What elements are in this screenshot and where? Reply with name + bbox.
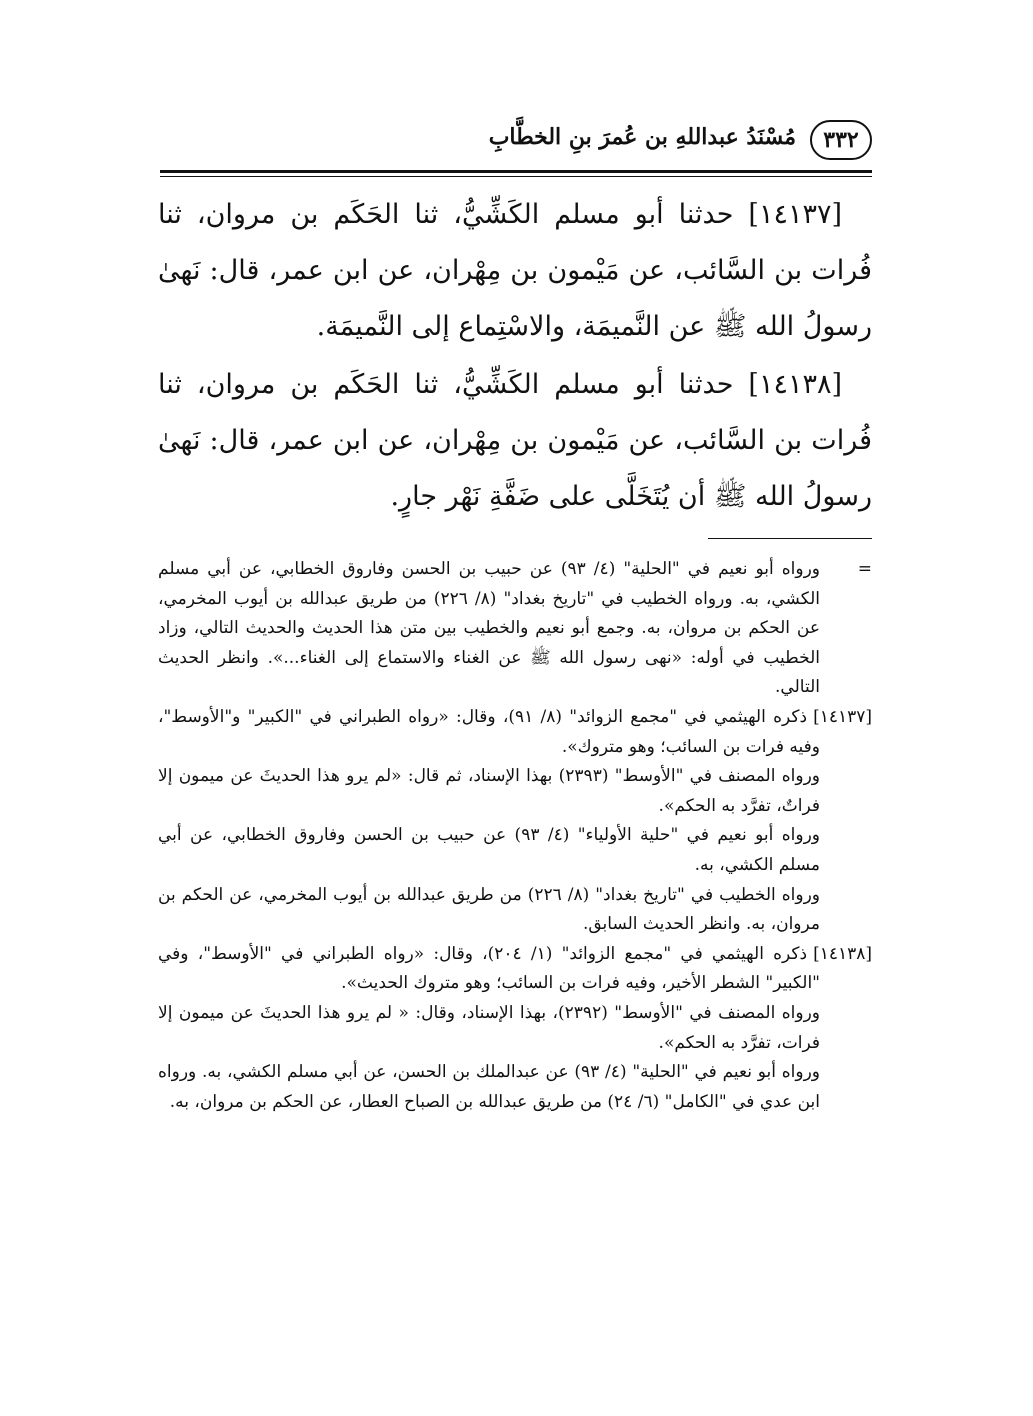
footnote-14137	[158, 703, 872, 762]
hadith-text: [١٤١٣٧] حدثنا أبو مسلم الكَشِّيُّ، ثنا الحَكَم بن مروان، ثنا فُرات بن السَّائب، عن مَيْمون بن مِهْران، عن ابن عمر، قال: نَهىٰ رسولُ الله ﷺ عن النَّميمَة، والاسْتِماع إلى النَّميمَة.	[158, 199, 872, 342]
footnote-carryover	[158, 555, 872, 703]
footnote-paragraph: ورواه أبو نعيم في "حلية الأولياء" (٤/ ٩٣) عن حبيب بن الحسن وفاروق الخطابي، عن أبي مسلم الكشي، به.	[158, 825, 820, 875]
footnote-paragraph: ورواه أبو نعيم في "الحلية" (٤/ ٩٣) عن عبدالملك بن الحسن، عن أبي مسلم الكشي، به. ورواه ابن عدي في "الكامل" (٦/ ٢٤) من طريق عبدالله بن الصباح العطار، عن الحكم بن مروان، به.	[158, 1062, 820, 1112]
footnote-paragraph: ورواه المصنف في "الأوسط" (٢٣٩٣) بهذا الإسناد، ثم قال: «لم يرو هذا الحديثَ عن ميمون إلا فراتٌ، تفرَّد به الحكم».	[158, 766, 820, 816]
page-header	[160, 118, 872, 168]
footnote-text: ذكره الهيثمي في "مجمع الزوائد" (٨/ ٩١)، وقال: «رواه الطبراني في "الكبير" و"الأوسط"، وفيه فرات بن السائب؛ وهو متروك».	[158, 706, 820, 757]
hadith-text: [١٤١٣٨] حدثنا أبو مسلم الكَشِّيُّ، ثنا الحَكَم بن مروان، ثنا فُرات بن السَّائب، عن مَيْمون بن مِهْران، عن ابن عمر، قال: نَهىٰ رسولُ الله ﷺ أن يُتَخَلَّى على ضَفَّةِ نَهْر جارٍ.	[158, 369, 872, 512]
header-rule-thin	[160, 176, 872, 177]
footnote-number: [١٤١٣٧]	[813, 706, 872, 727]
hadith-block	[158, 187, 872, 355]
footnote-paragraph: ورواه الخطيب في "تاريخ بغداد" (٨/ ٢٢٦) من طريق عبدالله بن أيوب المخرمي، عن الحكم بن مروان، به. وانظر الحديث السابق.	[158, 884, 820, 935]
footnotes-section	[158, 555, 872, 1295]
header-rule-thick	[160, 170, 872, 173]
running-title: مُسْنَدُ عبداللهِ بن عُمرَ بنِ الخطَّابِ	[488, 124, 796, 150]
hadith-block	[158, 357, 872, 525]
footnote-number: [١٤١٣٨]	[813, 943, 872, 964]
footnote-paragraph: ورواه المصنف في "الأوسط" (٢٣٩٢)، بهذا الإسناد، وقال: « لم يرو هذا الحديثَ عن ميمون إلا فرات، تفرَّد به الحكم».	[158, 1002, 820, 1053]
footnote-text: ذكره الهيثمي في "مجمع الزوائد" (١/ ٢٠٤)، وقال: «رواه الطبراني في "الأوسط"، وفي "الكبير" الشطر الأخير، وفيه فرات بن السائب؛ وهو متروك الحديث».	[158, 943, 820, 994]
page-number-badge: ٣٣٢	[810, 120, 872, 160]
footnote-separator	[708, 538, 872, 539]
footnote-text: ورواه أبو نعيم في "الحلية" (٤/ ٩٣) عن حبيب بن الحسن وفاروق الخطابي، عن أبي مسلم الكشي، به. ورواه الخطيب في "تاريخ بغداد" (٨/ ٢٢٦) من طريق عبدالله بن أيوب المخرمي، عن الحكم بن مروان، به. وجمع أبو نعيم والخطيب بين متن هذا الحديث والحديث التالي، وزاد الخطيب في أوله: «نهى رسول الله ﷺ عن الغناء والاستماع إلى الغناء...». وانظر الحديث التالي.	[158, 559, 821, 698]
continuation-marker: =	[857, 559, 872, 579]
footnote-14138	[158, 940, 872, 999]
